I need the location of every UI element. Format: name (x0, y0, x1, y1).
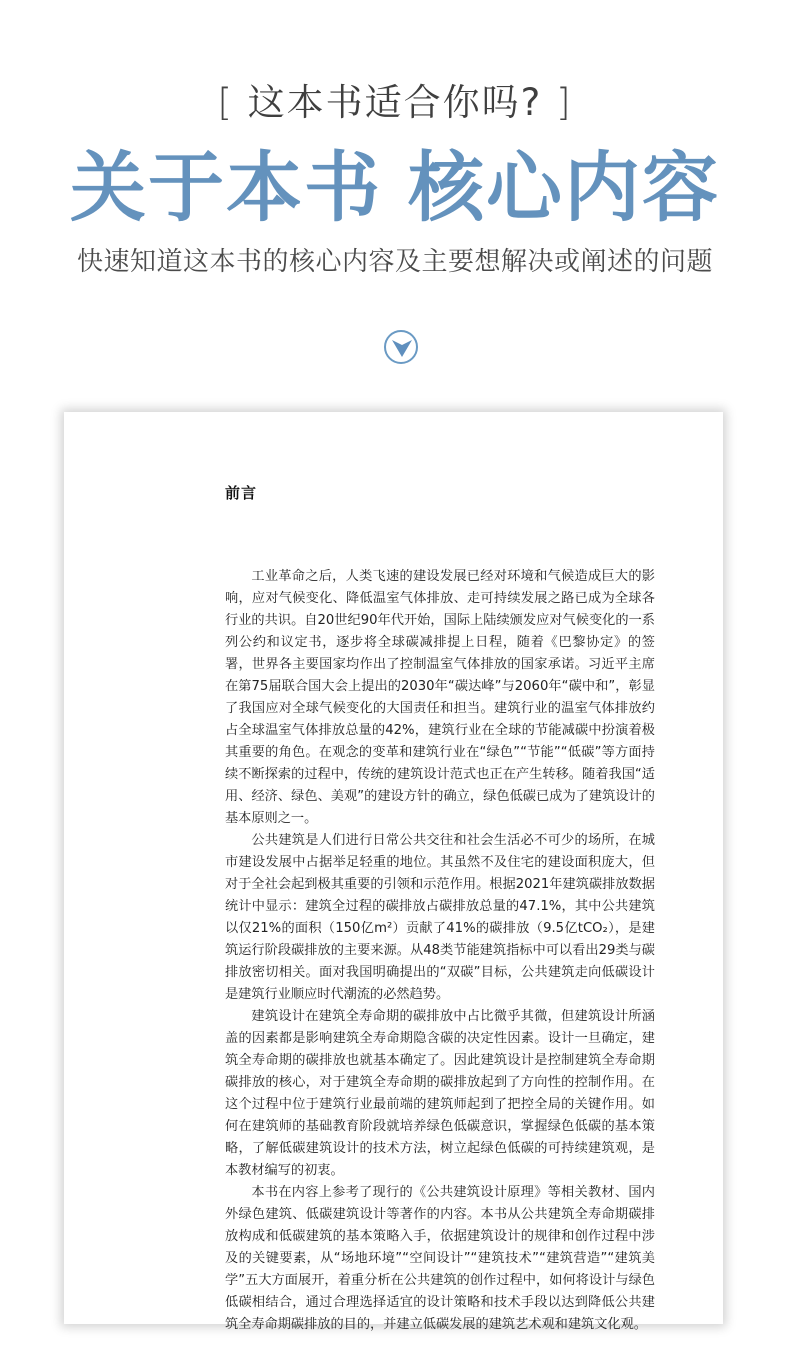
section-subtitle: 快速知道这本书的核心内容及主要想解决或阐述的问题 (76, 247, 713, 277)
chevron-down-icon (391, 338, 413, 358)
title-part-2: 核心内容 (408, 143, 720, 232)
paragraph: 本书在内容上参考了现行的《公共建筑设计原理》等相关教材、国内外绿色建筑、低碳建筑设计等著作的内容。本书从公共建筑全寿命期碳排放构成和低碳建筑的基本策略入手，依据建筑设计的规律和创作过程中涉及的关键要素，从“场地环境”“空间设计”“建筑技术”“建筑营造”“建筑美学”五大方面展开，着重分析在公共建筑的创作过程中，如何将设计与绿色低碳相结合，通过合理选择适宜的设计策略和技术手段以达到降低公共建筑全寿命期碳排放的目的，并建立低碳发展的建筑艺术观和建筑文化观。 (225, 1185, 655, 1332)
book-page (64, 412, 723, 1332)
bracket-open: [ (217, 81, 234, 124)
section-title (0, 140, 790, 236)
paragraph: 建筑设计在建筑全寿命期的碳排放中占比微乎其微，但建筑设计所涵盖的因素都是影响建筑全寿命期隐含碳的决定性因素。设计一旦确定，建筑全寿命期的碳排放也就基本确定了。因此建筑设计是控制建筑全寿命期碳排放的核心，对于建筑全寿命期的碳排放起到了方向性的控制作用。在这个过程中位于建筑行业最前端的建筑师起到了把控全局的关键作用。如何在建筑师的基础教育阶段就培养绿色低碳意识，掌握绿色低碳的基本策略，了解低碳建筑设计的技术方法，树立起绿色低碳的可持续建筑观，是本教材编写的初衷。 (225, 1009, 655, 1178)
title-part-1: 关于本书 (70, 143, 382, 232)
paragraph: 公共建筑是人们进行日常公共交往和社会生活必不可少的场所，在城市建设发展中占据举足轻重的地位。其虽然不及住宅的建设面积庞大，但对于全社会起到极其重要的引领和示范作用。根据2021年建筑碳排放数据统计中显示：建筑全过程的碳排放占碳排放总量的47.1%，其中公共建筑以仅21%的面积（150亿m²）贡献了41%的碳排放（9.5亿tCO₂），是建筑运行阶段碳排放的主要来源。从48类节能建筑指标中可以看出29类与碳排放密切相关。面对我国明确提出的“双碳”目标，公共建筑走向低碳设计是建筑行业顺应时代潮流的必然趋势。 (225, 833, 655, 1002)
page-body (225, 566, 655, 1336)
section-kicker (0, 78, 790, 128)
paragraph: 工业革命之后，人类飞速的建设发展已经对环境和气候造成巨大的影响，应对气候变化、降低温室气体排放、走可持续发展之路已成为全球各行业的共识。自20世纪90年代开始，国际上陆续颁发应对气候变化的一系列公约和议定书，逐步将全球碳减排提上日程，随着《巴黎协定》的签署，世界各主要国家均作出了控制温室气体排放的国家承诺。习近平主席在第75届联合国大会上提出的2030年“碳达峰”与2060年“碳中和”，彰显了我国应对全球气候变化的大国责任和担当。建筑行业的温室气体排放约占全球温室气体排放总量的42%，建筑行业在全球的节能减碳中扮演着极其重要的角色。在观念的变革和建筑行业在“绿色”“节能”“低碳”等方面持续不断探索的过程中，传统的建筑设计范式也正在产生转移。随着我国“适用、经济、绿色、美观”的建设方针的确立，绿色低碳已成为了建筑设计的基本原则之一。 (225, 569, 655, 826)
bracket-close: ] (556, 81, 573, 124)
page-heading: 前言 (225, 484, 258, 502)
scroll-down-button[interactable] (384, 330, 418, 364)
kicker-text: 这本书适合你吗? (247, 81, 543, 124)
